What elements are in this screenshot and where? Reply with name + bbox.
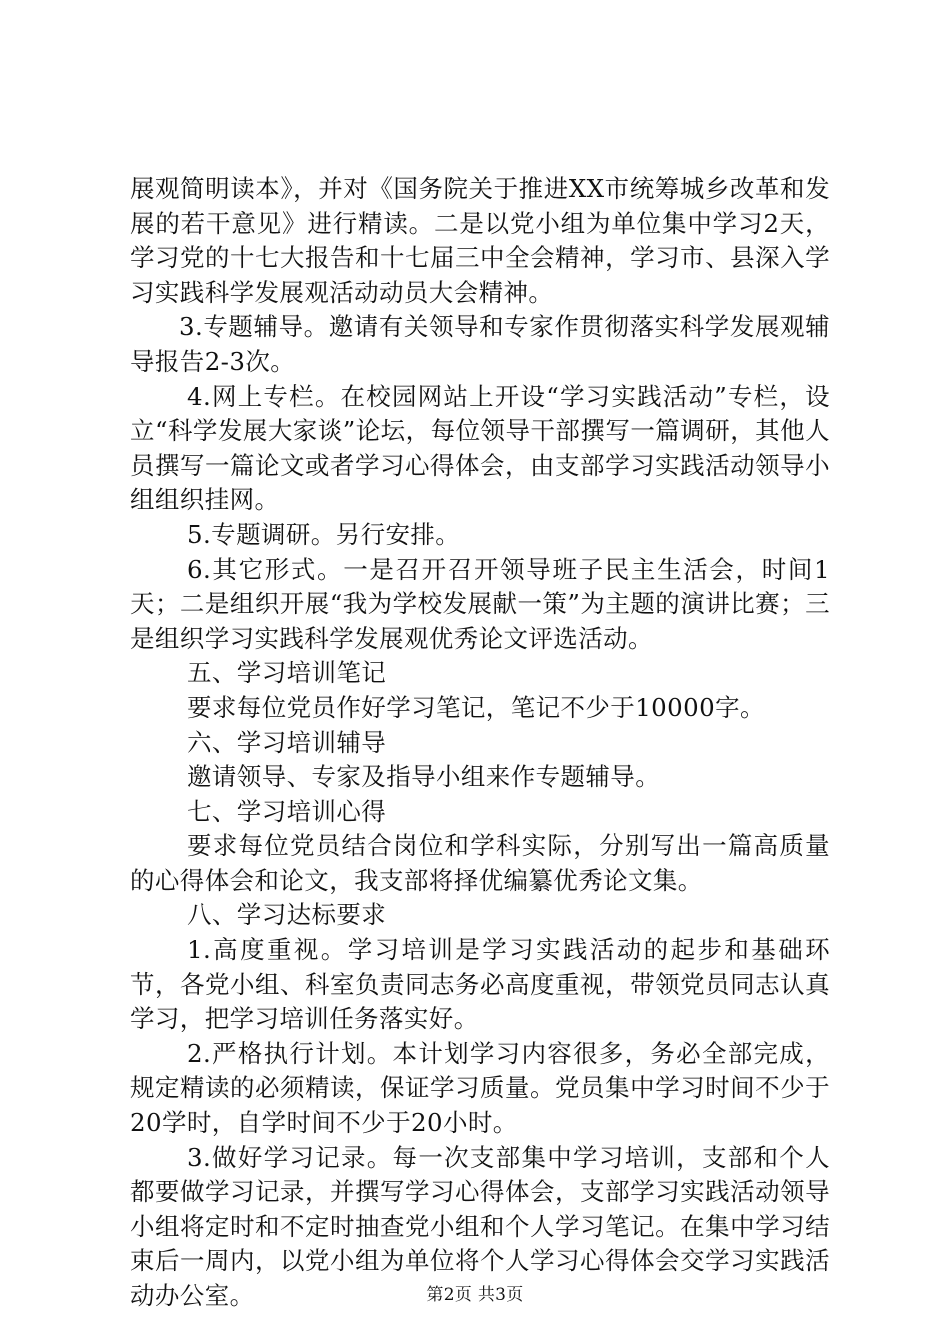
paragraph-experience: 要求每位党员结合岗位和学科实际，分别写出一篇高质量的心得体会和论文，我支部将择优编纂优秀论文集。 bbox=[130, 831, 830, 895]
paragraph-item-6: 6.其它形式。一是召开召开领导班子民主生活会，时间1天；二是组织开展“我为学校发展献一策”为主题的演讲比赛；三是组织学习实践科学发展观优秀论文评选活动。 bbox=[130, 554, 830, 653]
section-heading-6: 六、学习培训辅导 bbox=[187, 727, 387, 757]
paragraph-notes-requirement: 要求每位党员作好学习笔记，笔记不少于10000字。 bbox=[187, 692, 765, 722]
section-heading-7: 七、学习培训心得 bbox=[187, 796, 387, 826]
paragraph-continuation: 展观简明读本》，并对《国务院关于推进XX市统筹城乡改革和发展的若干意见》进行精读。二是以党小组为单位集中学习2天，学习党的十七大报告和十七届三中全会精神，学习市、县深入学习实践科学发展观活动动员大会精神。 bbox=[130, 174, 830, 307]
section-heading-5: 五、学习培训笔记 bbox=[187, 658, 387, 688]
page-number-footer: 第2页 共3页 bbox=[426, 1285, 524, 1305]
paragraph-tutoring: 邀请领导、专家及指导小组来作专题辅导。 bbox=[187, 762, 661, 792]
document-body bbox=[130, 172, 830, 1314]
paragraph-item-5: 5.专题调研。另行安排。 bbox=[187, 519, 461, 549]
paragraph-requirement-2: 2.严格执行计划。本计划学习内容很多，务必全部完成，规定精读的必须精读，保证学习质量。党员集中学习时间不少于20学时，自学时间不少于20小时。 bbox=[130, 1038, 830, 1138]
paragraph-requirement-1: 1.高度重视。学习培训是学习实践活动的起步和基础环节，各党小组、科室负责同志务必高度重视，带领党员同志认真学习，把学习培训任务落实好。 bbox=[130, 935, 830, 1034]
paragraph-item-3: 3.专题辅导。邀请有关领导和专家作贯彻落实科学发展观辅导报告2-3次。 bbox=[130, 312, 830, 376]
section-heading-8: 八、学习达标要求 bbox=[187, 900, 387, 930]
paragraph-requirement-3: 3.做好学习记录。每一次支部集中学习培训，支部和个人都要做学习记录，并撰写学习心得体会，支部学习实践活动领导小组将定时和不定时抽查党小组和个人学习笔记。在集中学习结束后一周内，以党小组为单位将个人学习心得体会交学习实践活动办公室。 bbox=[130, 1142, 830, 1310]
paragraph-item-4: 4.网上专栏。在校园网站上开设“学习实践活动”专栏，设立“科学发展大家谈”论坛，每位领导干部撰写一篇调研，其他人员撰写一篇论文或者学习心得体会，由支部学习实践活动领导小组组织挂网。 bbox=[130, 381, 830, 515]
